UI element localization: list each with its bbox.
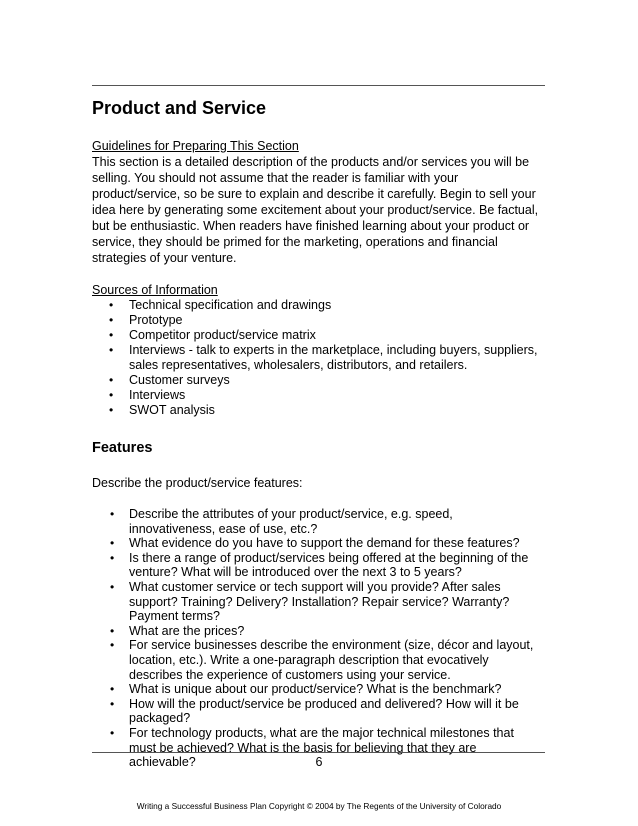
- bullet-icon: •: [109, 343, 114, 357]
- list-item: • For technology products, what are the major technical milestones that must be achieved? What is the basis for believing that they are achievable?: [110, 725, 514, 770]
- guidelines-line: but be enthusiastic. When readers have finished learning about your product or: [92, 219, 530, 233]
- page-number: 6: [315, 755, 323, 769]
- list-item: • What customer service or tech support will you provide? After sales support? Training? Delivery? Installation? Repair service? Warranty? Payment terms?: [110, 579, 510, 624]
- list-item: • Interviews: [109, 388, 186, 402]
- bullet-icon: •: [110, 507, 115, 521]
- bullet-icon: •: [110, 550, 115, 565]
- guidelines-line: service, they should be primed for the marketing, operations and financial: [92, 235, 498, 249]
- sources-heading: Sources of Information: [92, 283, 218, 297]
- features-intro: Describe the product/service features:: [92, 476, 303, 490]
- list-item: • What evidence do you have to support the demand for these features?: [110, 536, 520, 551]
- footer-rule: [92, 752, 545, 753]
- features-heading: Features: [92, 440, 153, 456]
- list-item: • Is there a range of product/services being offered at the beginning of the venture? What will be introduced over the next 3 to 5 years?: [110, 550, 529, 580]
- header-rule: [92, 85, 545, 86]
- bullet-icon: •: [109, 313, 114, 327]
- bullet-icon: •: [109, 328, 114, 342]
- guidelines-line: idea here by generating some excitement about your product/service. Be factual,: [92, 203, 539, 217]
- bullet-icon: •: [109, 388, 114, 402]
- guidelines-line: selling. You should not assume that the reader is familiar with your: [92, 171, 459, 185]
- guidelines-paragraph: [92, 154, 548, 266]
- bullet-icon: •: [109, 298, 114, 312]
- bullet-icon: •: [109, 403, 114, 417]
- list-item: • For service businesses describe the environment (size, décor and layout, location, etc.). Write a one-paragraph description that evocatively describes the experience of customers using your service.: [110, 638, 534, 682]
- features-list: [92, 507, 548, 770]
- list-item: • Prototype: [109, 313, 183, 327]
- guidelines-heading: Guidelines for Preparing This Section: [92, 139, 299, 153]
- bullet-icon: •: [110, 638, 115, 653]
- guidelines-line: strategies of your venture.: [92, 251, 237, 265]
- list-item: • Customer surveys: [109, 373, 230, 387]
- footer-copyright: Writing a Successful Business Plan Copyright © 2004 by The Regents of the University of Colorado: [136, 801, 502, 811]
- list-item: • Technical specification and drawings: [109, 298, 332, 312]
- bullet-icon: •: [110, 536, 115, 551]
- bullet-icon: •: [110, 682, 115, 697]
- bullet-icon: •: [110, 579, 115, 594]
- list-item: • SWOT analysis: [109, 403, 215, 417]
- list-item: • What is unique about our product/service? What is the benchmark?: [110, 682, 502, 697]
- guidelines-line: product/service, so be sure to explain and describe it carefully. Begin to sell your: [92, 187, 536, 201]
- list-item: • Interviews - talk to experts in the marketplace, including buyers, suppliers, sales representatives, wholesalers, distributors, and retailers.: [109, 343, 538, 372]
- list-item: • How will the product/service be produced and delivered? How will it be packaged?: [110, 696, 519, 726]
- bullet-icon: •: [110, 725, 115, 740]
- bullet-icon: •: [110, 696, 115, 711]
- bullet-icon: •: [109, 373, 114, 387]
- bullet-icon: •: [110, 623, 115, 638]
- list-item: • Competitor product/service matrix: [109, 328, 316, 342]
- list-item: • What are the prices?: [110, 623, 245, 638]
- guidelines-line: This section is a detailed description of the products and/or services you will be: [92, 155, 530, 169]
- page-content: [92, 97, 548, 770]
- page-title: Product and Service: [92, 98, 267, 118]
- list-item: • Describe the attributes of your product/service, e.g. speed, innovativeness, ease of use, etc.?: [110, 507, 453, 536]
- sources-list: [92, 298, 548, 418]
